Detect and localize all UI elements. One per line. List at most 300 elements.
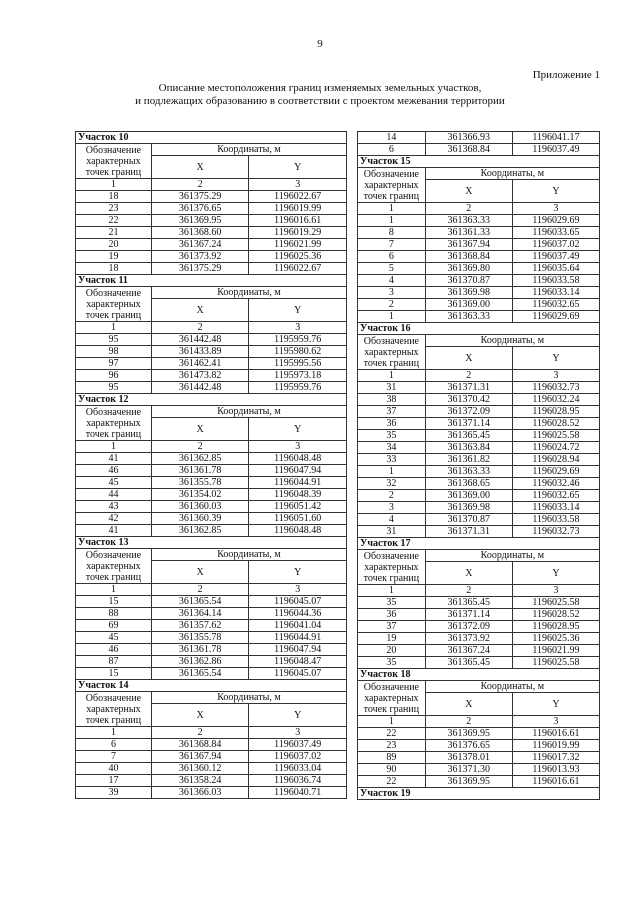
- point-number: 36: [358, 418, 426, 430]
- y-coordinate: 1196048.47: [249, 656, 347, 668]
- x-coordinate: 361371.14: [425, 418, 512, 430]
- x-header: X: [425, 347, 512, 370]
- column-number: 1: [358, 585, 426, 597]
- column-number-row: [76, 727, 347, 739]
- title-line-1: Описание местоположения границ изменяемых земельных участков,: [158, 82, 482, 94]
- designation-header: Обозначение характерных точек границ: [358, 550, 426, 585]
- x-coordinate: 361365.45: [425, 597, 512, 609]
- header-row: [76, 406, 347, 418]
- point-number: 6: [358, 144, 426, 156]
- x-coordinate: 361370.42: [425, 394, 512, 406]
- table-row: [358, 406, 600, 418]
- point-number: 46: [76, 644, 152, 656]
- point-number: 20: [358, 645, 426, 657]
- y-coordinate: 1195995.56: [249, 358, 347, 370]
- document-title: [0, 82, 640, 108]
- y-coordinate: 1196019.99: [249, 203, 347, 215]
- table-row: [76, 644, 347, 656]
- column-number-row: [358, 370, 600, 382]
- x-coordinate: 361371.30: [425, 764, 512, 776]
- table-row: [76, 751, 347, 763]
- plot-title-row: [76, 394, 347, 406]
- point-number: 18: [76, 191, 152, 203]
- table-row: [76, 632, 347, 644]
- x-coordinate: 361378.01: [425, 752, 512, 764]
- point-number: 46: [76, 465, 152, 477]
- x-coordinate: 361376.65: [151, 203, 249, 215]
- x-coordinate: 361361.78: [151, 644, 249, 656]
- x-coordinate: 361442.48: [151, 334, 249, 346]
- column-number: 1: [76, 441, 152, 453]
- point-number: 40: [76, 763, 152, 775]
- y-coordinate: 1196032.65: [512, 299, 599, 311]
- column-number: 1: [358, 203, 426, 215]
- column-number: 1: [76, 727, 152, 739]
- column-number-row: [76, 441, 347, 453]
- y-coordinate: 1196047.94: [249, 465, 347, 477]
- column-number: 2: [425, 716, 512, 728]
- point-number: 33: [358, 454, 426, 466]
- column-number: 2: [151, 322, 249, 334]
- table-row: [76, 763, 347, 775]
- column-number: 2: [425, 203, 512, 215]
- x-coordinate: 361372.09: [425, 621, 512, 633]
- y-header: Y: [512, 693, 599, 716]
- table-row: [358, 526, 600, 538]
- column-number: 1: [76, 322, 152, 334]
- y-header: Y: [249, 299, 347, 322]
- table-row: [358, 764, 600, 776]
- x-header: X: [151, 299, 249, 322]
- x-coordinate: 361369.98: [425, 287, 512, 299]
- point-number: 36: [358, 609, 426, 621]
- column-number: 1: [358, 716, 426, 728]
- y-coordinate: 1196028.95: [512, 621, 599, 633]
- coordinates-header: Координаты, м: [425, 335, 599, 347]
- y-coordinate: 1196032.73: [512, 382, 599, 394]
- x-coordinate: 361369.98: [425, 502, 512, 514]
- y-coordinate: 1196032.24: [512, 394, 599, 406]
- table-row: [358, 227, 600, 239]
- x-coordinate: 361370.87: [425, 514, 512, 526]
- x-coordinate: 361367.24: [151, 239, 249, 251]
- x-coordinate: 361366.03: [151, 787, 249, 799]
- point-number: 87: [76, 656, 152, 668]
- y-coordinate: 1196037.02: [249, 751, 347, 763]
- x-coordinate: 361369.95: [425, 728, 512, 740]
- table-row: [358, 251, 600, 263]
- table-row: [358, 263, 600, 275]
- x-coordinate: 361371.14: [425, 609, 512, 621]
- point-number: 35: [358, 430, 426, 442]
- table-row: [358, 478, 600, 490]
- table-row: [76, 620, 347, 632]
- designation-header: Обозначение характерных точек границ: [358, 681, 426, 716]
- y-coordinate: 1196051.42: [249, 501, 347, 513]
- x-coordinate: 361361.78: [151, 465, 249, 477]
- table-row: [76, 239, 347, 251]
- plot-title: Участок 13: [76, 537, 347, 549]
- table-row: [358, 502, 600, 514]
- column-number: 1: [76, 179, 152, 191]
- table-row: [76, 668, 347, 680]
- column-number-row: [358, 203, 600, 215]
- point-number: 34: [358, 442, 426, 454]
- y-coordinate: 1196041.17: [512, 132, 599, 144]
- y-header: Y: [249, 561, 347, 584]
- table-row: [358, 776, 600, 788]
- y-coordinate: 1196048.39: [249, 489, 347, 501]
- x-coordinate: 361360.03: [151, 501, 249, 513]
- table-row: [358, 728, 600, 740]
- y-coordinate: 1196019.29: [249, 227, 347, 239]
- x-coordinate: 361367.94: [151, 751, 249, 763]
- x-coordinate: 361376.65: [425, 740, 512, 752]
- designation-header: Обозначение характерных точек границ: [358, 168, 426, 203]
- y-coordinate: 1196021.99: [249, 239, 347, 251]
- y-coordinate: 1196035.64: [512, 263, 599, 275]
- header-row: [358, 681, 600, 693]
- point-number: 23: [76, 203, 152, 215]
- y-coordinate: 1196029.69: [512, 311, 599, 323]
- table-row: [76, 334, 347, 346]
- column-number: 3: [249, 584, 347, 596]
- table-row: [358, 621, 600, 633]
- x-coordinate: 361367.94: [425, 239, 512, 251]
- point-number: 44: [76, 489, 152, 501]
- table-row: [76, 465, 347, 477]
- x-coordinate: 361368.84: [151, 739, 249, 751]
- column-number-row: [76, 179, 347, 191]
- y-coordinate: 1196029.69: [512, 215, 599, 227]
- column-number: 3: [249, 179, 347, 191]
- y-coordinate: 1196032.65: [512, 490, 599, 502]
- x-header: X: [151, 418, 249, 441]
- designation-header: Обозначение характерных точек границ: [76, 692, 152, 727]
- y-header: Y: [512, 562, 599, 585]
- point-number: 98: [76, 346, 152, 358]
- y-coordinate: 1196037.49: [249, 739, 347, 751]
- y-coordinate: 1196048.48: [249, 525, 347, 537]
- table-row: [358, 311, 600, 323]
- column-number: 3: [249, 322, 347, 334]
- y-coordinate: 1196028.52: [512, 418, 599, 430]
- header-row: [76, 287, 347, 299]
- y-coordinate: 1196025.58: [512, 597, 599, 609]
- table-row: [358, 466, 600, 478]
- y-coordinate: 1196028.52: [512, 609, 599, 621]
- point-number: 3: [358, 287, 426, 299]
- column-number-row: [76, 584, 347, 596]
- point-number: 69: [76, 620, 152, 632]
- table-row: [76, 787, 347, 799]
- right-table: [357, 131, 600, 800]
- y-coordinate: 1196037.49: [512, 144, 599, 156]
- y-coordinate: 1196047.94: [249, 644, 347, 656]
- header-row: [76, 549, 347, 561]
- table-row: [76, 227, 347, 239]
- column-number: 1: [76, 584, 152, 596]
- y-coordinate: 1196028.94: [512, 454, 599, 466]
- column-number: 2: [151, 584, 249, 596]
- x-coordinate: 361363.84: [425, 442, 512, 454]
- table-row: [76, 596, 347, 608]
- y-coordinate: 1196045.07: [249, 668, 347, 680]
- x-coordinate: 361373.92: [425, 633, 512, 645]
- point-number: 19: [358, 633, 426, 645]
- table-row: [358, 609, 600, 621]
- table-row: [358, 382, 600, 394]
- x-coordinate: 361361.82: [425, 454, 512, 466]
- y-coordinate: 1196033.65: [512, 227, 599, 239]
- x-coordinate: 361363.33: [425, 466, 512, 478]
- column-number-row: [76, 322, 347, 334]
- point-number: 90: [358, 764, 426, 776]
- table-row: [358, 275, 600, 287]
- x-coordinate: 361367.24: [425, 645, 512, 657]
- header-row: [76, 692, 347, 704]
- y-coordinate: 1196032.73: [512, 526, 599, 538]
- table-row: [358, 740, 600, 752]
- point-number: 38: [358, 394, 426, 406]
- y-coordinate: 1196032.46: [512, 478, 599, 490]
- plot-title: Участок 10: [76, 132, 347, 144]
- point-number: 1: [358, 311, 426, 323]
- point-number: 4: [358, 275, 426, 287]
- column-number: 2: [151, 441, 249, 453]
- plot-title-row: [358, 323, 600, 335]
- table-row: [358, 454, 600, 466]
- y-coordinate: 1196044.91: [249, 477, 347, 489]
- point-number: 15: [76, 668, 152, 680]
- designation-header: Обозначение характерных точек границ: [76, 144, 152, 179]
- point-number: 95: [76, 334, 152, 346]
- y-header: Y: [512, 347, 599, 370]
- point-number: 45: [76, 477, 152, 489]
- x-coordinate: 361365.45: [425, 657, 512, 669]
- point-number: 17: [76, 775, 152, 787]
- column-number-row: [358, 716, 600, 728]
- x-coordinate: 361361.33: [425, 227, 512, 239]
- coordinates-header: Координаты, м: [151, 144, 346, 156]
- point-number: 37: [358, 406, 426, 418]
- point-number: 39: [76, 787, 152, 799]
- point-number: 31: [358, 526, 426, 538]
- y-coordinate: 1196051.60: [249, 513, 347, 525]
- column-number: 3: [512, 716, 599, 728]
- point-number: 21: [76, 227, 152, 239]
- y-coordinate: 1196041.04: [249, 620, 347, 632]
- point-number: 96: [76, 370, 152, 382]
- table-row: [76, 370, 347, 382]
- plot-title: Участок 16: [358, 323, 600, 335]
- point-number: 6: [76, 739, 152, 751]
- plot-title-row: [358, 669, 600, 681]
- coordinates-header: Координаты, м: [425, 168, 599, 180]
- point-number: 97: [76, 358, 152, 370]
- x-coordinate: 361365.45: [425, 430, 512, 442]
- y-header: Y: [249, 704, 347, 727]
- column-number: 3: [512, 370, 599, 382]
- y-coordinate: 1196019.99: [512, 740, 599, 752]
- table-row: [76, 477, 347, 489]
- point-number: 15: [76, 596, 152, 608]
- y-coordinate: 1195959.76: [249, 382, 347, 394]
- plot-title-row: [76, 537, 347, 549]
- table-row: [358, 299, 600, 311]
- point-number: 3: [358, 502, 426, 514]
- table-row: [76, 346, 347, 358]
- x-coordinate: 361363.33: [425, 215, 512, 227]
- y-coordinate: 1196025.58: [512, 657, 599, 669]
- x-header: X: [425, 693, 512, 716]
- y-coordinate: 1196040.71: [249, 787, 347, 799]
- point-number: 32: [358, 478, 426, 490]
- plot-title-row: [358, 538, 600, 550]
- x-coordinate: 361368.84: [425, 144, 512, 156]
- table-row: [76, 263, 347, 275]
- x-coordinate: 361355.78: [151, 477, 249, 489]
- y-header: Y: [249, 156, 347, 179]
- plot-title: Участок 11: [76, 275, 347, 287]
- table-row: [76, 382, 347, 394]
- table-row: [76, 656, 347, 668]
- coordinates-header: Координаты, м: [151, 287, 346, 299]
- plot-title-row: [76, 132, 347, 144]
- column-number-row: [358, 585, 600, 597]
- table-row: [358, 752, 600, 764]
- left-column: [75, 131, 347, 799]
- header-row: [358, 335, 600, 347]
- table-row: [358, 442, 600, 454]
- point-number: 14: [358, 132, 426, 144]
- x-coordinate: 361371.31: [425, 382, 512, 394]
- column-number: 3: [512, 203, 599, 215]
- x-coordinate: 361372.09: [425, 406, 512, 418]
- y-coordinate: 1196024.72: [512, 442, 599, 454]
- plot-title-row: [76, 275, 347, 287]
- y-coordinate: 1196037.49: [512, 251, 599, 263]
- point-number: 43: [76, 501, 152, 513]
- table-row: [76, 525, 347, 537]
- table-row: [358, 239, 600, 251]
- y-coordinate: 1196033.58: [512, 514, 599, 526]
- table-row: [76, 608, 347, 620]
- y-coordinate: 1196033.14: [512, 287, 599, 299]
- x-coordinate: 361369.95: [151, 215, 249, 227]
- x-coordinate: 361375.29: [151, 191, 249, 203]
- plot-title-row: [358, 788, 600, 800]
- plot-title: Участок 15: [358, 156, 600, 168]
- point-number: 45: [76, 632, 152, 644]
- y-coordinate: 1196022.67: [249, 263, 347, 275]
- designation-header: Обозначение характерных точек границ: [76, 287, 152, 322]
- y-coordinate: 1196033.04: [249, 763, 347, 775]
- table-row: [76, 739, 347, 751]
- point-number: 35: [358, 657, 426, 669]
- y-coordinate: 1196025.36: [512, 633, 599, 645]
- x-header: X: [151, 561, 249, 584]
- y-coordinate: 1196016.61: [512, 776, 599, 788]
- point-number: 42: [76, 513, 152, 525]
- table-row: [76, 203, 347, 215]
- y-coordinate: 1196021.99: [512, 645, 599, 657]
- x-coordinate: 361369.00: [425, 490, 512, 502]
- coordinates-header: Координаты, м: [425, 681, 599, 693]
- x-coordinate: 361442.48: [151, 382, 249, 394]
- y-coordinate: 1196048.48: [249, 453, 347, 465]
- point-number: 6: [358, 251, 426, 263]
- point-number: 4: [358, 514, 426, 526]
- point-number: 41: [76, 525, 152, 537]
- x-coordinate: 361364.14: [151, 608, 249, 620]
- right-column: [357, 131, 600, 800]
- x-coordinate: 361371.31: [425, 526, 512, 538]
- table-row: [358, 418, 600, 430]
- y-coordinate: 1196033.14: [512, 502, 599, 514]
- point-number: 1: [358, 466, 426, 478]
- table-row: [76, 358, 347, 370]
- table-row: [358, 490, 600, 502]
- table-row: [76, 453, 347, 465]
- x-coordinate: 361362.85: [151, 453, 249, 465]
- y-header: Y: [512, 180, 599, 203]
- x-coordinate: 361357.62: [151, 620, 249, 632]
- point-number: 31: [358, 382, 426, 394]
- table-row: [358, 597, 600, 609]
- x-header: X: [151, 156, 249, 179]
- column-number: 3: [249, 727, 347, 739]
- table-row: [76, 489, 347, 501]
- point-number: 7: [358, 239, 426, 251]
- y-coordinate: 1195980.62: [249, 346, 347, 358]
- column-number: 3: [249, 441, 347, 453]
- x-coordinate: 361369.95: [425, 776, 512, 788]
- plot-title: Участок 14: [76, 680, 347, 692]
- point-number: 22: [76, 215, 152, 227]
- plot-title: Участок 19: [358, 788, 600, 800]
- y-coordinate: 1196037.02: [512, 239, 599, 251]
- point-number: 7: [76, 751, 152, 763]
- point-number: 37: [358, 621, 426, 633]
- x-coordinate: 361365.54: [151, 668, 249, 680]
- left-table: [75, 131, 347, 799]
- point-number: 18: [76, 263, 152, 275]
- y-coordinate: 1196017.32: [512, 752, 599, 764]
- point-number: 89: [358, 752, 426, 764]
- x-coordinate: 361360.12: [151, 763, 249, 775]
- table-row: [76, 215, 347, 227]
- y-coordinate: 1196016.61: [512, 728, 599, 740]
- table-row: [358, 215, 600, 227]
- y-coordinate: 1195973.18: [249, 370, 347, 382]
- x-coordinate: 361362.86: [151, 656, 249, 668]
- x-coordinate: 361362.85: [151, 525, 249, 537]
- x-coordinate: 361370.87: [425, 275, 512, 287]
- point-number: 20: [76, 239, 152, 251]
- y-coordinate: 1196025.36: [249, 251, 347, 263]
- y-coordinate: 1196033.58: [512, 275, 599, 287]
- x-coordinate: 361368.60: [151, 227, 249, 239]
- plot-title: Участок 12: [76, 394, 347, 406]
- y-coordinate: 1196016.61: [249, 215, 347, 227]
- designation-header: Обозначение характерных точек границ: [76, 406, 152, 441]
- table-row: [76, 191, 347, 203]
- column-number: 2: [151, 179, 249, 191]
- table-row: [358, 514, 600, 526]
- point-number: 8: [358, 227, 426, 239]
- column-number: 2: [425, 370, 512, 382]
